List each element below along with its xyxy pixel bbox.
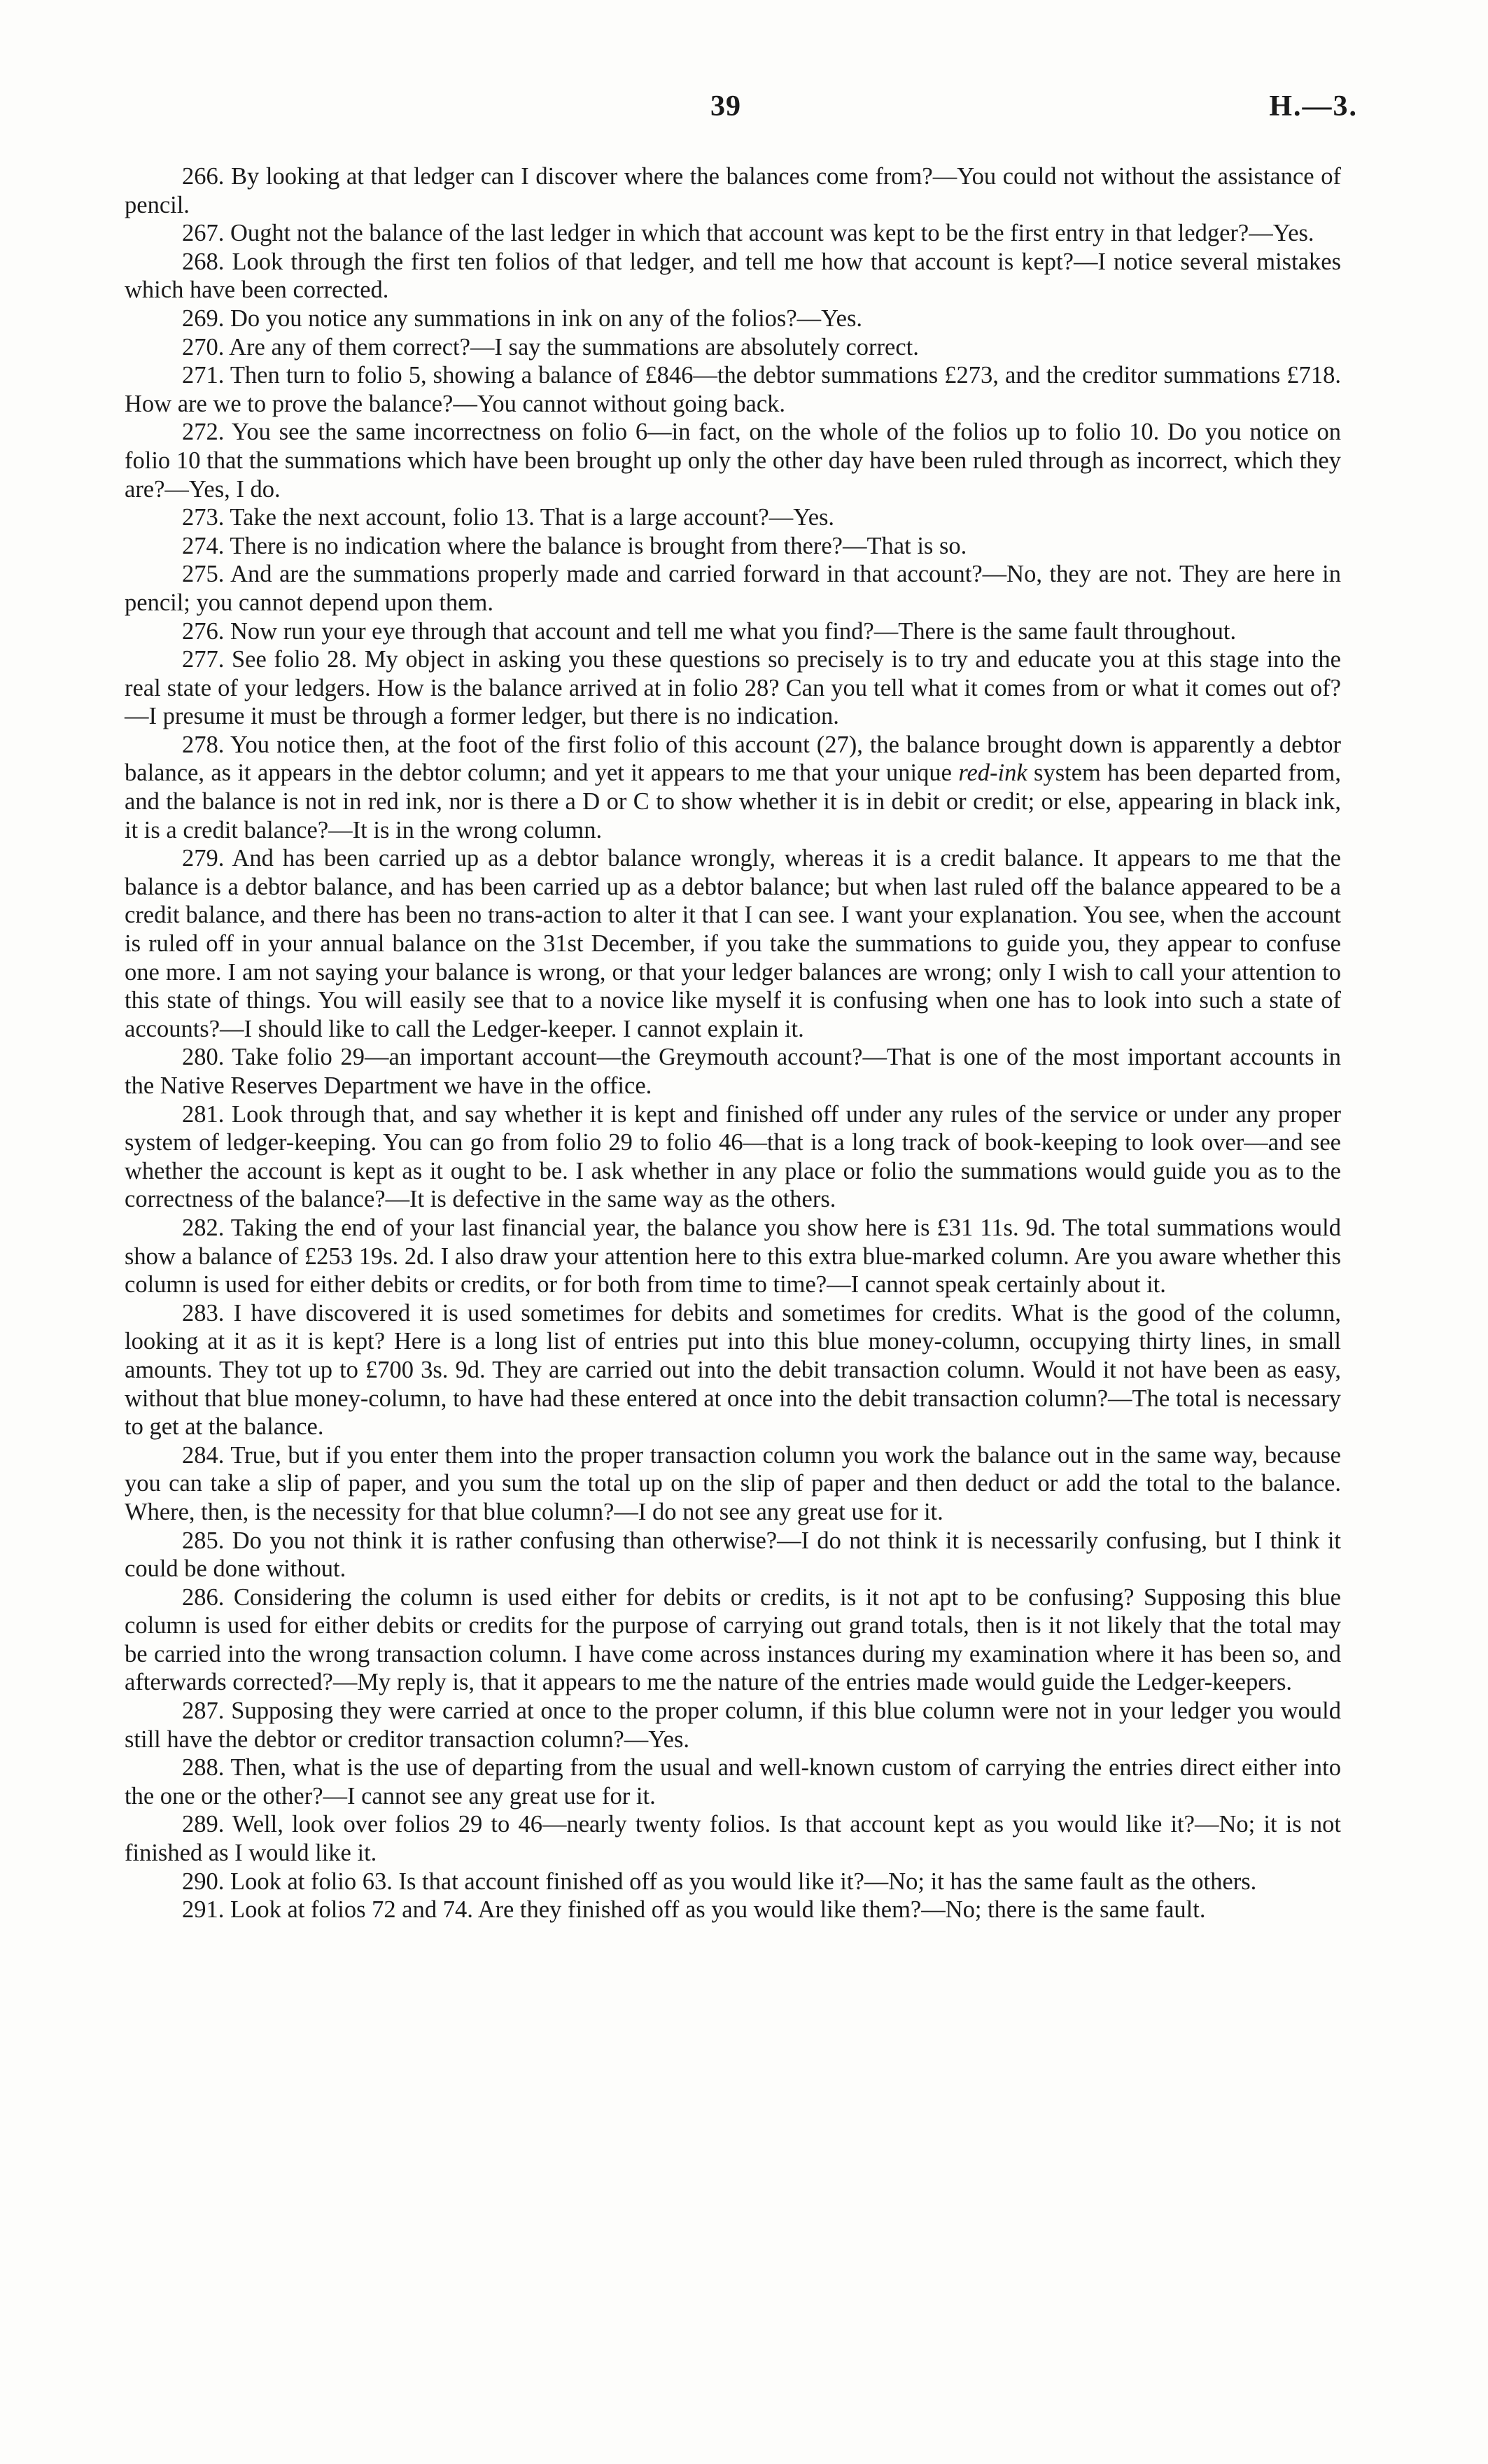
question-paragraph-281: 281. Look through that, and say whether it is kept and finished off under any rules of the service or under any proper system of ledger-keeping. You can go from folio 29 to folio 46—that is a long track of book-keeping to look over—and see whether the account is kept as it ought to be. I ask whether in any place or folio the summations would guide you as to the correctness of the balance?—It is defective in the same way as the others. [125,1100,1341,1213]
question-paragraph-288: 288. Then, what is the use of departing from the usual and well-known custom of carrying the entries direct either into the one or the other?—I cannot see any great use for it. [125,1754,1341,1809]
question-paragraph-278 [125,731,1341,844]
question-paragraph-286: 286. Considering the column is used either for debits or credits, is it not apt to be confusing? Supposing this blue column is used for either debits or credits for the purpose of carrying out grand totals, then is it not likely that the total may be carried into the wrong transaction column. I have come across instances during my examination where it has been so, and afterwards corrected?—My reply is, that it appears to me the nature of the entries made would guide the Ledger-keepers. [125,1583,1341,1696]
page-header [0,90,1488,132]
paragraph-278-italic: red-ink [958,760,1027,787]
question-paragraph-287: 287. Supposing they were carried at once to the proper column, if this blue column were not in your ledger you would still have the debtor or creditor transaction column?—Yes. [125,1698,1341,1753]
question-paragraph-267: 267. Ought not the balance of the last ledger in which that account was kept to be the first entry in that ledger?—Yes. [182,220,1314,247]
question-paragraph-270: 270. Are any of them correct?—I say the summations are absolutely correct. [182,333,919,360]
question-paragraph-280: 280. Take folio 29—an important account—the Greymouth account?—That is one of the most important accounts in the Native Reserves Department we have in the office. [125,1044,1341,1099]
question-paragraph-282: 282. Taking the end of your last financial year, the balance you show here is £31 11s. 9d. The total summations would show a balance of £253 19s. 2d. I also draw your attention here to this extra blue-marked column. Are you aware whether this column is used for either debits or credits, or for both from time to time?—I cannot speak certainly about it. [125,1214,1341,1298]
question-paragraph-283: 283. I have discovered it is used sometimes for debits and sometimes for credits. What is the good of the column, looking at it as it is kept? Here is a long list of entries put into this blue money-column, occupying thirty lines, in small amounts. They tot up to £700 3s. 9d. They are carried out into the debit transaction column. Would it not have been as easy, without that blue money-column, to have had these entered at once into the debit transaction column?—The total is necessary to get at the balance. [125,1299,1341,1441]
question-paragraph-271: 271. Then turn to folio 5, showing a balance of £846—the debtor summations £273, and the creditor summations £718. How are we to prove the balance?—You cannot without going back. [125,362,1341,417]
question-paragraph-284: 284. True, but if you enter them into the proper transaction column you work the balance out in the same way, because you can take a slip of paper, and you sum the total up on the slip of paper and then deduct or add the total to the balance. Where, then, is the necessity for that blue column?—I do not see any great use for it. [125,1441,1341,1525]
question-paragraph-290: 290. Look at folio 63. Is that account finished off as you would like it?—No; it has the same fault as the others. [182,1868,1257,1895]
question-paragraph-279: 279. And has been carried up as a debtor balance wrongly, whereas it is a credit balance. It appears to me that the balance is a debtor balance, and has been carried up as a debtor balance; but when last ruled off the balance appeared to be a credit balance, and there has been no trans-action to alter it that I can see. I want your explanation. You see, when the account is ruled off in your annual balance on the 31st December, if you take the summations to guide you, they appear to confuse one more. I am not saying your balance is wrong, or that your ledger balances are wrong; only I wish to call your attention to this state of things. You will easily see that to a novice like myself it is confusing when one has to look into such a state of accounts?—I should like to call the Ledger-keeper. I cannot explain it. [125,845,1341,1042]
testimony-body [125,162,1341,1924]
question-paragraph-266: 266. By looking at that ledger can I discover where the balances come from?—You could not without the assistance of pencil. [125,163,1341,218]
paragraph-278-after: system has been departed from, and the balance is not in red ink, nor is there a D or C to show whether it is in debit or credit; or else, appearing in black ink, it is a credit balance?—It is in the wrong column. [125,760,1341,844]
page-number: 39 [710,90,741,122]
document-reference: H.—3. [1269,90,1358,122]
question-paragraph-291: 291. Look at folios 72 and 74. Are they finished off as you would like them?—No; there is the same fault. [182,1896,1206,1924]
question-paragraph-276: 276. Now run your eye through that account and tell me what you find?—There is the same fault throughout. [182,617,1237,645]
question-paragraph-272: 272. You see the same incorrectness on folio 6—in fact, on the whole of the folios up to folio 10. Do you notice on folio 10 that the summations which have been brought up only the other day have been ruled through as incorrect, which they are?—Yes, I do. [125,419,1341,503]
question-paragraph-275: 275. And are the summations properly made and carried forward in that account?—No, they are not. They are here in pencil; you cannot depend upon them. [125,561,1341,616]
question-paragraph-269: 269. Do you notice any summations in ink on any of the folios?—Yes. [182,304,862,332]
question-paragraph-285: 285. Do you not think it is rather confusing than otherwise?—I do not think it is necessarily confusing, but I think it could be done without. [125,1527,1341,1583]
question-paragraph-289: 289. Well, look over folios 29 to 46—nearly twenty folios. Is that account kept as you would like it?—No; it is not finished as I would like it. [125,1811,1341,1867]
question-paragraph-268: 268. Look through the first ten folios of that ledger, and tell me how that account is kept?—I notice several mistakes which have been corrected. [125,248,1341,304]
question-paragraph-277: 277. See folio 28. My object in asking you these questions so precisely is to try and educate you at this stage into the real state of your ledgers. How is the balance arrived at in folio 28? Can you tell what it comes from or what it comes out of?—I presume it must be through a former ledger, but there is no indication. [125,646,1341,730]
question-paragraph-274: 274. There is no indication where the balance is brought from there?—That is so. [182,532,967,559]
question-paragraph-273: 273. Take the next account, folio 13. That is a large account?—Yes. [182,504,835,531]
paragraph-278-before: 278. You notice then, at the foot of the first folio of this account (27), the balance brought down is apparently a debtor balance, as it appears in the debtor column; and yet it appears to me that your unique [125,731,1341,787]
